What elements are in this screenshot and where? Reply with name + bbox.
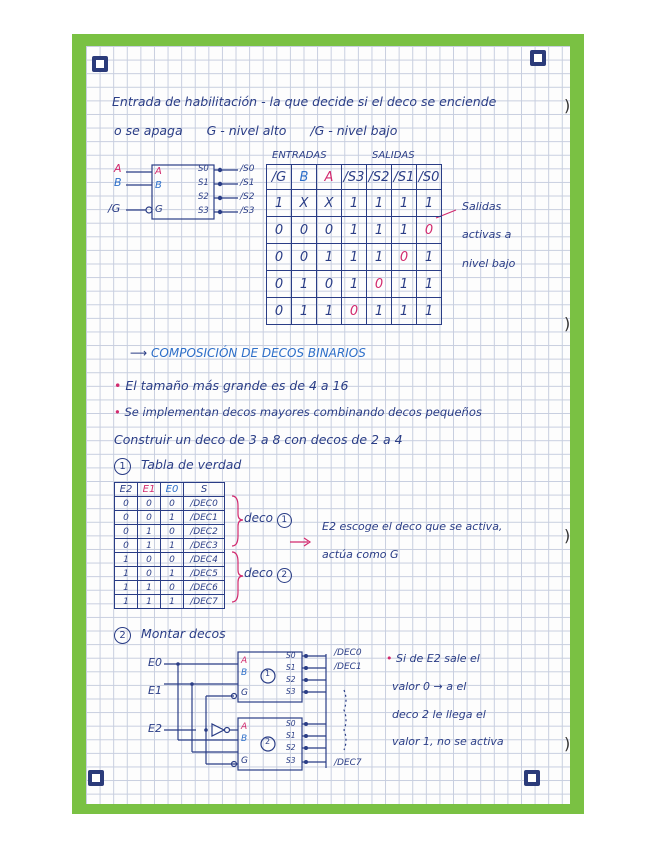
step-1-title: Tabla de verdad bbox=[140, 457, 242, 472]
table-cell: 0 bbox=[267, 217, 292, 244]
circuit-note-3: deco 2 le llega el bbox=[392, 708, 486, 721]
arrow-icon: ⟶ bbox=[130, 346, 152, 360]
table-cell: /DEC6 bbox=[184, 581, 225, 595]
pin-g: G bbox=[155, 204, 163, 215]
table-cell: 0 bbox=[267, 244, 292, 271]
table-cell: /DEC3 bbox=[184, 539, 225, 553]
deco-1-text: deco bbox=[244, 511, 273, 525]
dec1-pin-g: G bbox=[241, 688, 248, 698]
bullet-2-text: Se implementan decos mayores combinando decos pequeños bbox=[124, 405, 482, 419]
circuit-note-1 bbox=[386, 652, 480, 665]
output-s2: /S2 bbox=[240, 192, 255, 202]
table-cell: 1 bbox=[367, 217, 392, 244]
input-a-label: A bbox=[114, 162, 122, 175]
binder-hole-icon: ) bbox=[564, 734, 571, 753]
dec1-s0: S0 bbox=[286, 651, 296, 660]
table-cell: /DEC1 bbox=[184, 511, 225, 525]
table-cell: 0 bbox=[161, 553, 184, 567]
circuit-input-e2: E2 bbox=[148, 722, 162, 735]
e2-note-2: actúa como G bbox=[322, 548, 399, 561]
table-cell: 1 bbox=[392, 298, 417, 325]
table-cell: 1 bbox=[161, 595, 184, 609]
step-2-number: 2 bbox=[114, 627, 131, 644]
table-cell: 1 bbox=[342, 217, 367, 244]
table-cell: 1 bbox=[161, 511, 184, 525]
pin-s3: S3 bbox=[198, 206, 209, 216]
pin-b: B bbox=[155, 180, 162, 191]
table-cell: 0 bbox=[342, 298, 367, 325]
binder-hole-icon: ) bbox=[564, 526, 571, 545]
table-cell: 1 bbox=[115, 595, 138, 609]
dec1-pin-a: A bbox=[241, 656, 248, 666]
dec1-pin-b: B bbox=[241, 668, 248, 678]
group-outputs-label: SALIDAS bbox=[372, 150, 415, 161]
input-b-label: B bbox=[114, 176, 122, 189]
step-2-title: Montar decos bbox=[140, 626, 226, 641]
table-cell: 1 bbox=[317, 298, 342, 325]
table-cell: 0 bbox=[161, 581, 184, 595]
table-cell: 1 bbox=[392, 271, 417, 298]
table-cell: 1 bbox=[317, 244, 342, 271]
dec2-s2: S2 bbox=[286, 743, 296, 752]
table-cell: X bbox=[317, 190, 342, 217]
table-header-cell: /G bbox=[267, 165, 292, 190]
table-cell: 1 bbox=[417, 298, 442, 325]
table-cell: 0 bbox=[115, 497, 138, 511]
circuit-note-2: valor 0 → a el bbox=[392, 680, 467, 693]
section-title-text: COMPOSICIÓN DE DECOS BINARIOS bbox=[151, 346, 366, 360]
circuit-note-1-text: Si de E2 sale el bbox=[396, 652, 480, 665]
table-cell: /DEC7 bbox=[184, 595, 225, 609]
table-cell: 0 bbox=[138, 567, 161, 581]
dec2-pin-g: G bbox=[241, 756, 248, 766]
table-cell: 1 bbox=[115, 581, 138, 595]
deco-2-text: deco bbox=[244, 566, 273, 580]
line2-prefix: o se apaga bbox=[114, 123, 183, 138]
table-cell: /DEC4 bbox=[184, 553, 225, 567]
e2-note-1: E2 escoge el deco que se activa, bbox=[322, 520, 503, 533]
table-cell: 1 bbox=[115, 567, 138, 581]
construct-line: Construir un deco de 3 a 8 con decos de 2 a 4 bbox=[114, 432, 403, 447]
table-cell: 1 bbox=[267, 190, 292, 217]
table-cell: 0 bbox=[161, 525, 184, 539]
table-cell: 1 bbox=[417, 271, 442, 298]
table-cell: X bbox=[292, 190, 317, 217]
table-cell: 0 bbox=[292, 217, 317, 244]
table-cell: 1 bbox=[367, 190, 392, 217]
pin-s2: S2 bbox=[198, 192, 209, 202]
definition-line: Entrada de habilitación - la que decide si el deco se enciende bbox=[112, 94, 497, 109]
table-cell: 1 bbox=[138, 525, 161, 539]
table-cell: 1 bbox=[342, 190, 367, 217]
table-cell: 0 bbox=[138, 553, 161, 567]
table-cell: 0 bbox=[392, 244, 417, 271]
table-cell: 1 bbox=[292, 271, 317, 298]
circuit-note-4: valor 1, no se activa bbox=[392, 735, 504, 748]
table-header-cell: /S3 bbox=[342, 165, 367, 190]
circuit-input-e1: E1 bbox=[148, 684, 162, 697]
input-g-label: /G bbox=[108, 202, 121, 215]
note-active-low-3: nivel bajo bbox=[462, 257, 516, 270]
table-cell: 1 bbox=[417, 244, 442, 271]
output-s3: /S3 bbox=[240, 206, 255, 216]
table-cell: 1 bbox=[342, 244, 367, 271]
table-header-cell: E2 bbox=[115, 483, 138, 497]
table-cell: 0 bbox=[138, 511, 161, 525]
circuit-input-e0: E0 bbox=[148, 656, 162, 669]
table-cell: 0 bbox=[417, 217, 442, 244]
binder-hole-icon: ) bbox=[564, 314, 571, 333]
step-1-number: 1 bbox=[114, 458, 131, 475]
table-cell: /DEC0 bbox=[184, 497, 225, 511]
bullet-1-text: El tamaño más grande es de 4 a 16 bbox=[125, 378, 349, 393]
table-cell: 0 bbox=[292, 244, 317, 271]
table-cell: 0 bbox=[267, 271, 292, 298]
table-header-cell: /S0 bbox=[417, 165, 442, 190]
table-header-cell: E0 bbox=[161, 483, 184, 497]
table-cell: 1 bbox=[367, 244, 392, 271]
output-dec7: /DEC7 bbox=[334, 758, 362, 768]
bullet-icon: • bbox=[114, 405, 121, 419]
table-cell: 1 bbox=[292, 298, 317, 325]
table-cell: 1 bbox=[138, 581, 161, 595]
g-high-label: G - nivel alto bbox=[206, 123, 287, 138]
binder-hole-icon: ) bbox=[564, 96, 571, 115]
dec2-s1: S1 bbox=[286, 731, 296, 740]
note-active-low-1: Salidas bbox=[462, 200, 502, 213]
table-cell: /DEC5 bbox=[184, 567, 225, 581]
g-low-label: /G - nivel bajo bbox=[310, 123, 398, 138]
deco-1-number: 1 bbox=[277, 513, 292, 528]
bullet-icon: • bbox=[114, 378, 122, 393]
dec2-s3: S3 bbox=[286, 756, 296, 765]
output-s0: /S0 bbox=[240, 164, 255, 174]
dec1-number: 1 bbox=[265, 669, 271, 678]
table-cell: 1 bbox=[367, 298, 392, 325]
table-header-cell: /S2 bbox=[367, 165, 392, 190]
table-cell: 0 bbox=[115, 539, 138, 553]
table-cell: 1 bbox=[161, 567, 184, 581]
table-header-cell: /S1 bbox=[392, 165, 417, 190]
table-cell: 1 bbox=[392, 190, 417, 217]
table-cell: 0 bbox=[267, 298, 292, 325]
group-inputs-label: ENTRADAS bbox=[272, 150, 327, 161]
table-cell: 0 bbox=[367, 271, 392, 298]
table-cell: 1 bbox=[138, 595, 161, 609]
dec2-s0: S0 bbox=[286, 719, 296, 728]
pin-a: A bbox=[155, 166, 162, 177]
table-cell: /DEC2 bbox=[184, 525, 225, 539]
table-header-cell: S bbox=[184, 483, 225, 497]
table-cell: 1 bbox=[417, 190, 442, 217]
table-cell: 1 bbox=[115, 553, 138, 567]
dec1-s2: S2 bbox=[286, 675, 296, 684]
table-cell: 1 bbox=[392, 217, 417, 244]
table-header-cell: E1 bbox=[138, 483, 161, 497]
table-cell: 0 bbox=[115, 525, 138, 539]
note-active-low-2: activas a bbox=[462, 228, 512, 241]
table-cell: 1 bbox=[342, 271, 367, 298]
pin-s0: S0 bbox=[198, 164, 209, 174]
output-dec0: /DEC0 bbox=[334, 648, 362, 658]
pin-s1: S1 bbox=[198, 178, 209, 188]
output-dec1: /DEC1 bbox=[334, 662, 362, 672]
dec1-s1: S1 bbox=[286, 663, 296, 672]
output-s1: /S1 bbox=[240, 178, 255, 188]
dec2-pin-b: B bbox=[241, 734, 248, 744]
table-cell: 0 bbox=[161, 497, 184, 511]
table-cell: 0 bbox=[317, 271, 342, 298]
table-cell: 0 bbox=[138, 497, 161, 511]
table-header-cell: B bbox=[292, 165, 317, 190]
table-cell: 0 bbox=[317, 217, 342, 244]
deco-2-number: 2 bbox=[277, 568, 292, 583]
dec2-number: 2 bbox=[265, 737, 271, 746]
dec2-pin-a: A bbox=[241, 722, 248, 732]
table-cell: 1 bbox=[161, 539, 184, 553]
dec1-s3: S3 bbox=[286, 687, 296, 696]
table-cell: 1 bbox=[138, 539, 161, 553]
table-header-cell: A bbox=[317, 165, 342, 190]
table-cell: 0 bbox=[115, 511, 138, 525]
bullet-icon: • bbox=[386, 652, 393, 665]
